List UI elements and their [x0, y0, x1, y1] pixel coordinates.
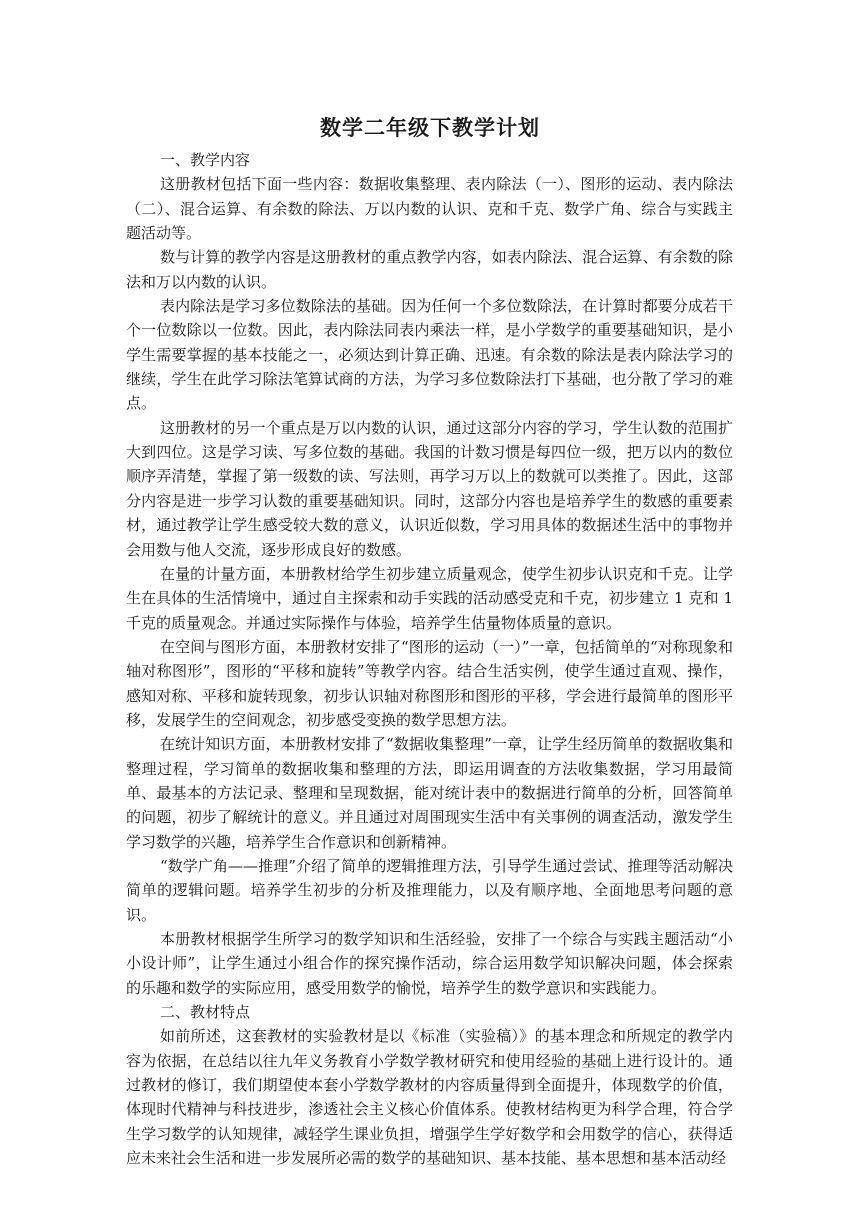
- section-heading: 一、教学内容: [160, 151, 251, 169]
- document-body: [126, 148, 733, 1170]
- section-heading: 二、教材特点: [160, 1003, 251, 1022]
- paragraph: 这册教材包括下面一些内容：数据收集整理、表内除法（一）、图形的运动、表内除法（二）、混合运算、有余数的除法、万以内数的认识、克和千克、数学广角、综合与实践主题活动等。: [126, 175, 733, 243]
- paragraph: “数学广角——推理”介绍了简单的逻辑推理方法，引导学生通过尝试、推理等活动解决简单的逻辑问题。培养学生初步的分析及推理能力，以及有顺序地、全面地思考问题的意识。: [126, 856, 733, 924]
- paragraph: 在量的计量方面，本册教材给学生初步建立质量观念，使学生初步认识克和千克。让学生在具体的生活情境中，通过自主探索和动手实践的活动感受克和千克，初步建立 1 克和 1 千克的质量观念。并通过实际操作与体验，培养学生估量物体质量的意识。: [126, 564, 733, 632]
- paragraph: 这册教材的另一个重点是万以内数的认识，通过这部分内容的学习，学生认数的范围扩大到四位。这是学习读、写多位数的基础。我国的计数习惯是每四位一级，把万以内的数位顺序弄清楚，掌握了第一级数的读、写法则，再学习万以上的数就可以类推了。因此，这部分内容是进一步学习认数的重要基础知识。同时，这部分内容也是培养学生的数感的重要素材，通过教学让学生感受较大数的意义，认识近似数，学习用具体的数据述生活中的事物并会用数与他人交流，逐步形成良好的数感。: [126, 418, 733, 559]
- paragraph: 在空间与图形方面，本册教材安排了“图形的运动（一）”一章，包括简单的“对称现象和轴对称图形”，图形的“平移和旋转”等教学内容。结合生活实例，使学生通过直观、操作，感知对称、平移和旋转现象，初步认识轴对称图形和图形的平移，学会进行最简单的图形平移，发展学生的空间观念，初步感受变换的数学思想方法。: [126, 637, 733, 729]
- paragraph: 如前所述，这套教材的实验教材是以《标准（实验稿）》的基本理念和所规定的教学内容为依据，在总结以往九年义务教育小学数学教材研究和使用经验的基础上进行设计的。通过教材的修订，我们期望使本套小学数学教材的内容质量得到全面提升，体现数学的价值，体现时代精神与科技进步，渗透社会主义核心价值体系。使教材结构更为科学合理，符合学生学习数学的认知规律，减轻学生课业负担，增强学生学好数学和会用数学的信心，获得适应未来社会生活和进一步发展所必需的数学的基础知识、基本技能、基本思想和基本活动经: [126, 1027, 733, 1168]
- paragraph: 本册教材根据学生所学习的数学知识和生活经验，安排了一个综合与实践主题活动“小小设计师”，让学生通过小组合作的探究操作活动，综合运用数学知识解决问题，体会探索的乐趣和数学的实际应用，感受用数学的愉悦，培养学生的数学意识和实践能力。: [126, 930, 733, 997]
- paragraph: 数与计算的教学内容是这册教材的重点教学内容，如表内除法、混合运算、有余数的除法和万以内数的认识。: [126, 248, 733, 291]
- paragraph: 在统计知识方面，本册教材安排了“数据收集整理”一章，让学生经历简单的数据收集和整理过程，学习简单的数据收集和整理的方法，即运用调查的方法收集数据，学习用最简单、最基本的方法记录、整理和呈现数据，能对统计表中的数据进行简单的分析，回答简单的问题，初步了解统计的意义。并且通过对周围现实生活中有关事例的调查活动，激发学生学习数学的兴趣，培养学生合作意识和创新精神。: [126, 735, 733, 851]
- page-title: 数学二年级下教学计划: [320, 115, 540, 140]
- paragraph: 表内除法是学习多位数除法的基础。因为任何一个多位数除法，在计算时都要分成若干个一位数除以一位数。因此，表内除法同表内乘法一样，是小学数学的重要基础知识，是小学生需要掌握的基本技能之一，必须达到计算正确、迅速。有余数的除法是表内除法学习的继续，学生在此学习除法笔算试商的方法，为学习多位数除法打下基础，也分散了学习的难点。: [126, 297, 733, 413]
